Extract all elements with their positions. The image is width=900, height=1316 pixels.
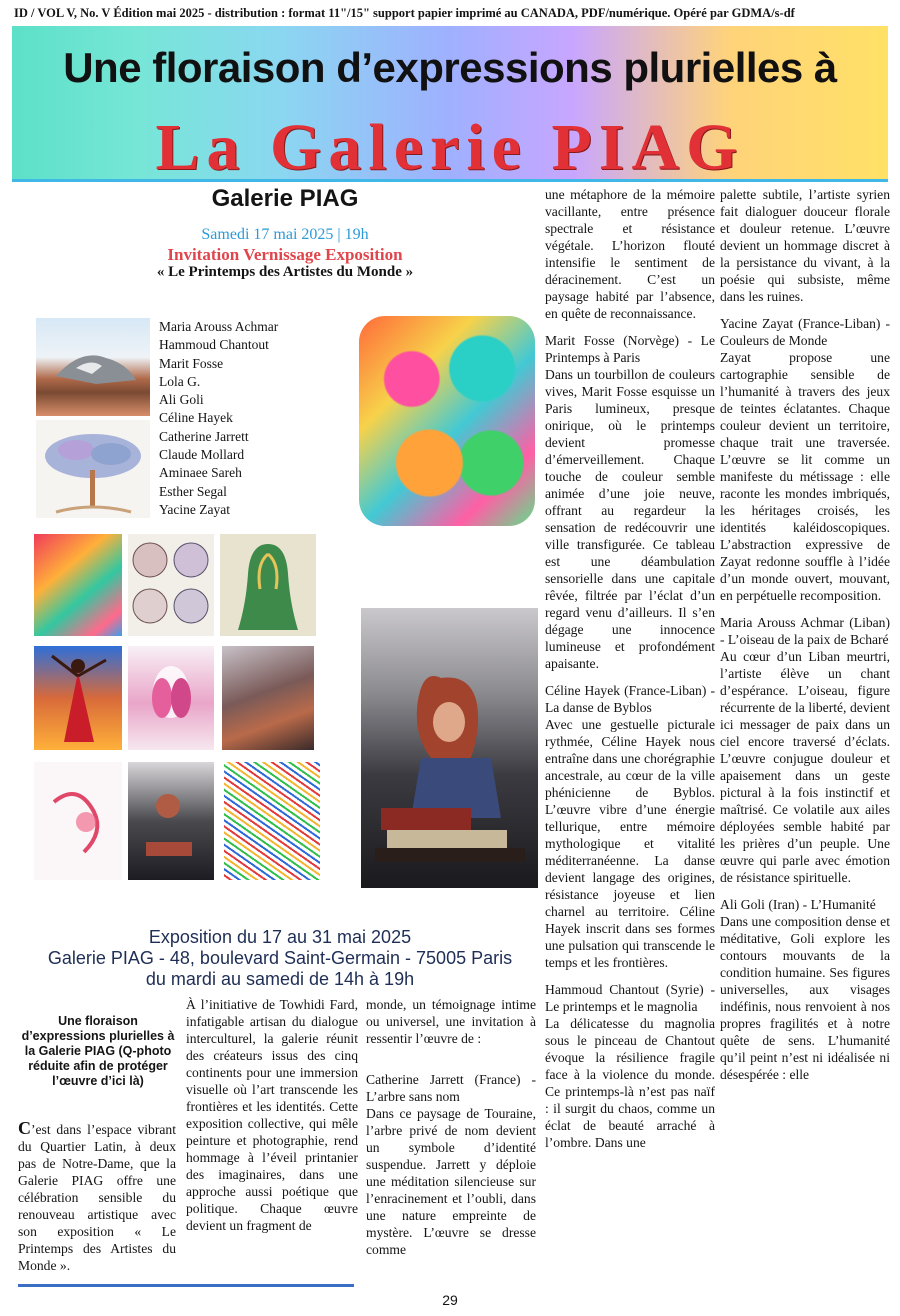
artist-name: Hammoud Chantout xyxy=(159,337,269,353)
thumbnail-pink-sketch xyxy=(34,762,122,880)
article-paragraph: La délicatesse du magnolia sous le pinceau de Chantout évoque la résilience fragile face à la violence du monde. Ce printemps-là n’est pas naïf : il surgit du chaos, comme un éclat de beauté arraché à l’ombre. Dans une xyxy=(545,1016,715,1150)
artist-name: Lola G. xyxy=(159,373,201,389)
artist-name: Maria Arouss Achmar xyxy=(159,319,279,334)
article-paragraph: À l’initiative de Towhidi Fard, infatigable artisan du dialogue interculturel, la galerie réunit des créateurs issus des cinq continents pour une immersion visuelle où l’art transcende les frontières et les identités. Cette exposition collective, qui mêle peinture et photographie, rend hommage à l’éveil printanier des imaginaires, dans une approche aussi poétique que politique. Chaque œuvre devient un fragment de xyxy=(186,997,358,1233)
artwork-heading: Céline Hayek (France-Liban) - La danse de Byblos xyxy=(545,683,715,715)
thumbnail-figure-portrait xyxy=(222,646,314,750)
artwork-heading: Hammoud Chantout (Syrie) - Le printemps et le magnolia xyxy=(545,982,715,1014)
thumbnail-reading-woman xyxy=(128,762,214,880)
article-paragraph: ’est dans l’espace vibrant du Quartier Latin, à deux pas de Notre-Dame, que la Galerie PIAG offre une célébration sensible du renouveau artistique avec son exposition « Le Printemps des Artistes du Monde ». xyxy=(18,1122,176,1273)
article-column-4 xyxy=(545,186,715,1284)
artwork-tree-painting xyxy=(36,420,150,518)
article-column-5 xyxy=(720,186,890,1284)
article-paragraph: Au cœur d’un Liban meurtri, l’artiste élève un chant d’espérance. L’oiseau, figure récurrente de la liberté, devient ici messager de paix dans un ciel encore traversé d’éclats. L’œuvre conjugue douleur et apaisement dans un geste pictural à la fois instinctif et maîtrisé. Ce volatile aux ailes déployées semble habité par les prières d’un peuple. Une œuvre qui parle avec émotion de résistance spirituelle. xyxy=(720,649,890,885)
artist-name: Catherine Jarrett xyxy=(159,428,249,444)
article-paragraph: une métaphore de la mémoire vacillante, entre présence spectrale et résistance végétale. L’horizon flouté intensifie le sentiment de déracinement. C’est un paysage habité par l’absence, en quête de reconnaissance. xyxy=(545,187,715,321)
thumbnail-pattern-figure xyxy=(220,534,316,636)
thumbnail-circular-drawings xyxy=(128,534,214,636)
artist-name: Claude Mollard xyxy=(159,447,245,463)
exhibition-theme: « Le Printemps des Artistes du Monde » xyxy=(156,264,414,280)
article-column-3 xyxy=(366,996,536,1288)
thumbnail-colored-lines xyxy=(224,762,320,880)
exhibition-hours: du mardi au samedi de 14h à 19h xyxy=(145,969,415,989)
article-paragraph: Avec une gestuelle picturale rythmée, Céline Hayek nous entraîne dans une chorégraphie ancestrale, au cœur de la ville phénicienne de Byblos. L’œuvre vibre d’une énergie tellurique, entre mémoire mythologique et vitalité méditerranéenne. La danse devient langage des origines, résistance joyeuse et lien charnel au territoire. Céline Hayek inscrit dans ses formes une pulsation qui transcende le temps et les frontières. xyxy=(545,717,715,970)
article-paragraph: Dans une composition dense et méditative, Goli explore les contours mouvants de la condition humaine. Ses figures universelles, aux visages indéfinis, nous renvoient à nos propres fragilités et à notre quête de sens. L’humanité qu’il peint n’est ni idéalisée ni désespérée : elle xyxy=(720,914,890,1082)
title-banner xyxy=(12,26,888,182)
artwork-heading: Yacine Zayat (France-Liban) - Couleurs de Monde xyxy=(720,316,890,348)
photo-caption: Une floraison d’expressions plurielles à la Galerie PIAG (Q-photo réduite afin de protéger l’œuvre d’ici là) xyxy=(21,1014,175,1088)
artwork-heading: Maria Arouss Achmar (Liban) - L’oiseau de la paix de Bcharé xyxy=(720,615,890,647)
article-paragraph: palette subtile, l’artiste syrien fait dialoguer douceur florale et douleur retenue. L’œuvre devient un hommage discret à la persistance du vivant, à la poésie qui subsiste, même dans les ruines. xyxy=(720,187,890,304)
artist-name: Esther Segal xyxy=(159,483,227,499)
artwork-heading: Marit Fosse (Norvège) - Le Printemps à Paris xyxy=(545,333,715,365)
artist-name: Yacine Zayat xyxy=(159,501,230,517)
thumbnail-abstract-floral xyxy=(34,534,122,636)
article-paragraph: Dans ce paysage de Touraine, l’arbre privé de nom devient un symbole d’identité suspendue. Jarrett y déploie une méditation silencieuse sur l’enracinement et l’oubli, dans une nature empreinte de mystère. L’œuvre se dresse comme xyxy=(366,1106,536,1257)
article-paragraph: monde, un témoignage intime ou universel, une invitation à ressentir l’œuvre de : xyxy=(366,997,536,1046)
artwork-bird-painting xyxy=(36,318,150,416)
artist-name: Marit Fosse xyxy=(159,355,224,371)
article-paragraph: Dans un tourbillon de couleurs vives, Marit Fosse esquisse un Paris lumineux, presque onirique, où le printemps devient promesse d’émerveillement. Chaque touche de couleur semble animée d’une joie neuve, offrant au regardeur la sensation de redécouvrir une ville transfigurée. Ce tableau est une déambulation sensorielle dans une capitale rêvée, filtrée par l’éclat d’un regard venu d’ailleurs. Il s’en dégage une innocence lumineuse et profondément apaisante. xyxy=(545,367,715,671)
column-rule xyxy=(18,1284,354,1287)
dropcap: C xyxy=(18,1120,31,1138)
artwork-colorful-abstract xyxy=(359,316,535,526)
thumbnail-dancer xyxy=(34,646,122,750)
artist-name: Aminaee Sareh xyxy=(159,465,242,481)
artist-name: Ali Goli xyxy=(159,392,204,408)
banner-subtitle: La Galerie PIAG xyxy=(155,111,745,184)
article-column-2 xyxy=(186,996,358,1288)
photo-woman-reading xyxy=(361,608,538,888)
invitation-heading: Invitation Vernissage Exposition xyxy=(167,245,403,264)
vernissage-date: Samedi 17 mai 2025 | 19h xyxy=(201,226,369,243)
banner-title: Une floraison d’expressions plurielles à xyxy=(63,44,837,91)
exhibition-dates: Exposition du 17 au 31 mai 2025 xyxy=(148,927,412,947)
issue-info-line: ID / VOL V, No. V Édition mai 2025 - distribution : format 11"/15" support papier imprimé au CANADA, PDF/numérique. Opéré par GDMA/s-df xyxy=(14,6,795,20)
page-number: 29 xyxy=(442,1292,458,1308)
article-column-1 xyxy=(18,1120,176,1288)
artwork-heading: Ali Goli (Iran) - L’Humanité xyxy=(720,897,876,912)
exhibition-address: Galerie PIAG - 48, boulevard Saint-Germain - 75005 Paris xyxy=(47,948,513,968)
thumbnail-magnolia xyxy=(128,646,214,750)
artist-list xyxy=(159,318,349,519)
artist-name: Céline Hayek xyxy=(159,410,233,426)
gallery-name: Galerie PIAG xyxy=(211,185,359,212)
artwork-heading: Catherine Jarrett (France) - L’arbre sans nom xyxy=(366,1072,536,1104)
article-paragraph: Zayat propose une cartographie sensible de l’humanité à travers des jeux de teintes éclatantes. Chaque couleur devient un territoire, chaque trait une traversée. L’œuvre se lit comme un manifeste du métissage : elle raconte les mondes imbriqués, les héritages croisés, les identités kaléidoscopiques. L’abstraction expressive de Zayat redonne souffle à l’idée d’un monde ouvert, mouvant, en perpétuelle recomposition. xyxy=(720,350,890,603)
